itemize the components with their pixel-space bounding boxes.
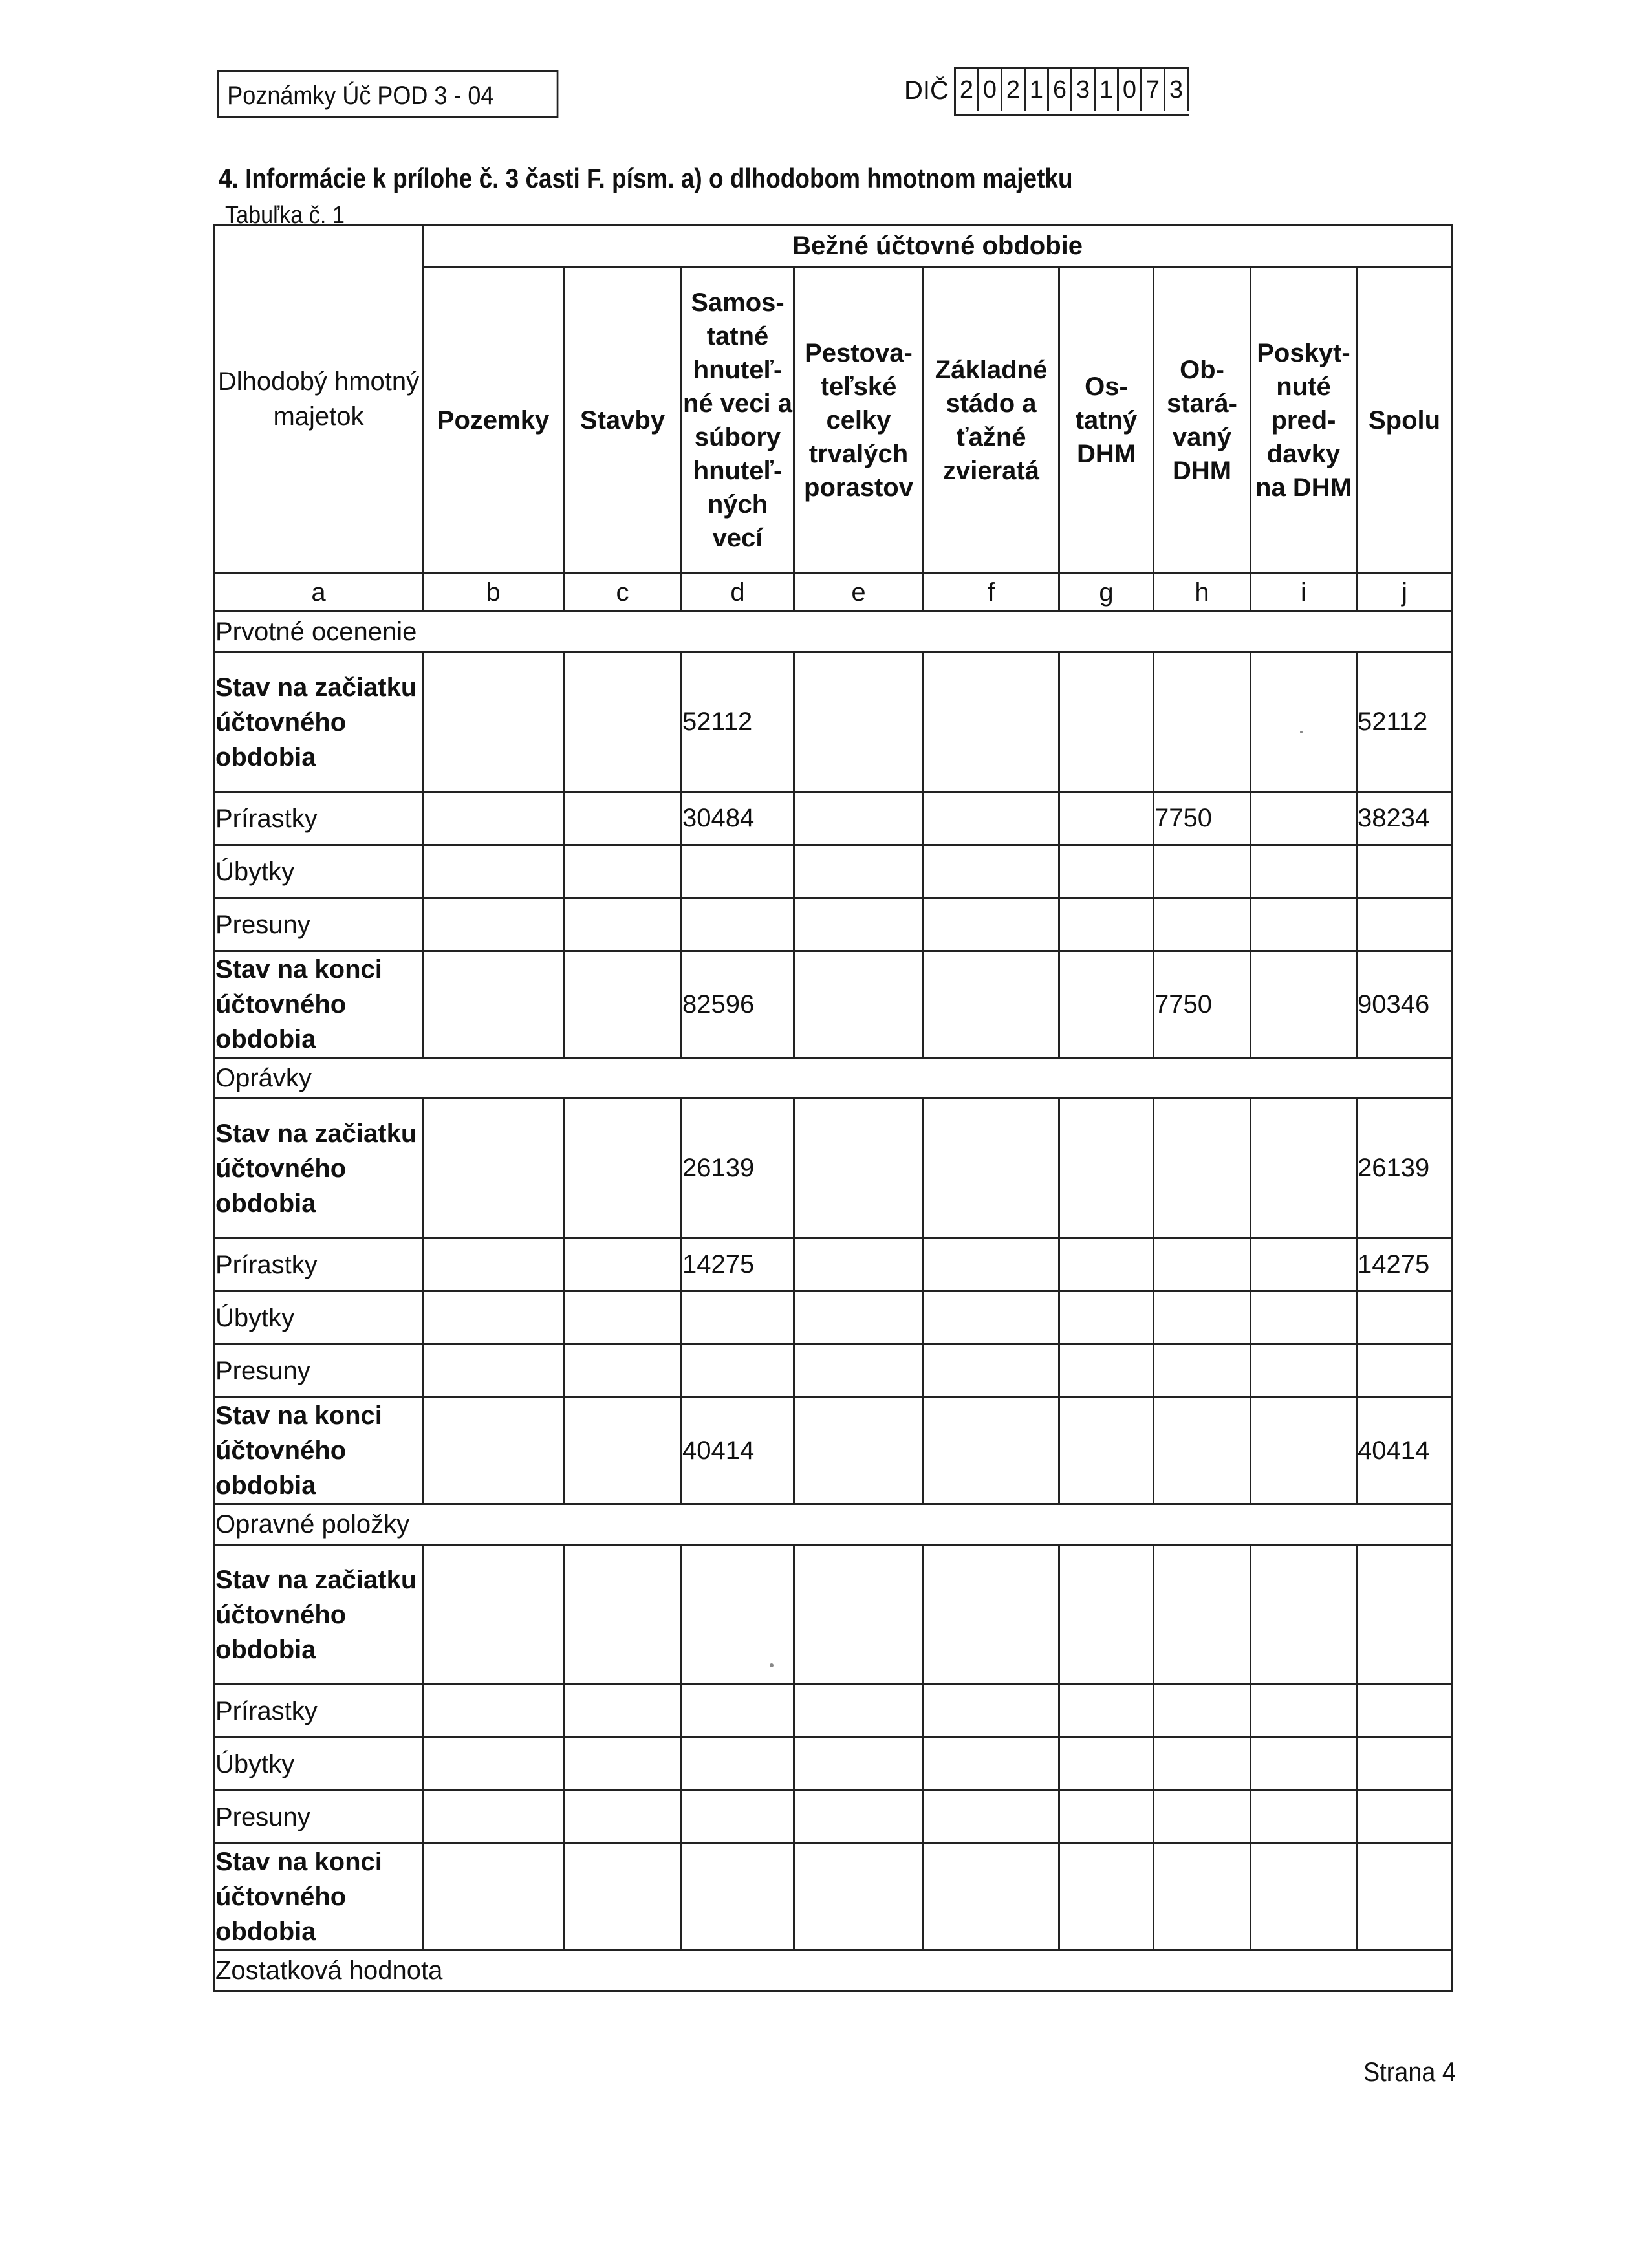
value-cell (1251, 1844, 1357, 1950)
table-row (215, 951, 1453, 1058)
dic-digit: 1 (1026, 69, 1049, 111)
value-cell (924, 1738, 1059, 1791)
row-label: Presuny (215, 898, 423, 951)
value-cell (423, 1099, 564, 1238)
table-row (215, 898, 1453, 951)
value-cell (1251, 1545, 1357, 1685)
value-cell (924, 1685, 1059, 1738)
table-row (215, 845, 1453, 898)
value-cell (1251, 792, 1357, 845)
value-cell (1059, 1398, 1154, 1504)
value-cell (1154, 1238, 1251, 1291)
table-row (215, 1291, 1453, 1345)
value-cell (423, 1844, 564, 1950)
value-cell (423, 1291, 564, 1345)
dic-digit: 2 (1002, 69, 1026, 111)
value-cell (1251, 1345, 1357, 1398)
value-cell (1154, 1685, 1251, 1738)
value-cell (1154, 1345, 1251, 1398)
value-cell: 52112 (1357, 653, 1453, 792)
group-heading-row (215, 1058, 1453, 1099)
dic-digit: 2 (956, 69, 979, 111)
dic-digit: 3 (1165, 69, 1189, 111)
value-cell (794, 1844, 924, 1950)
row-label: Presuny (215, 1791, 423, 1844)
value-cell (682, 1685, 794, 1738)
value-cell (924, 1545, 1059, 1685)
header-row-letters (215, 574, 1453, 612)
value-cell (924, 898, 1059, 951)
value-cell (924, 845, 1059, 898)
value-cell: 7750 (1154, 792, 1251, 845)
value-cell: 14275 (1357, 1238, 1453, 1291)
value-cell (924, 653, 1059, 792)
value-cell (1251, 1791, 1357, 1844)
value-cell (794, 1398, 924, 1504)
column-letter: c (564, 574, 682, 612)
value-cell (1154, 1844, 1251, 1950)
column-letter: j (1357, 574, 1453, 612)
column-header: Samos- tatné hnuteľ- né veci a súbory hnuteľ- ných vecí (682, 267, 794, 574)
value-cell (1059, 1844, 1154, 1950)
form-label: Poznámky Úč POD 3 - 04 (227, 81, 494, 110)
value-cell (423, 1238, 564, 1291)
value-cell (564, 845, 682, 898)
value-cell (924, 1844, 1059, 1950)
header-row-period (215, 225, 1453, 267)
value-cell (423, 1545, 564, 1685)
value-cell (1154, 653, 1251, 792)
dic-digit: 6 (1049, 69, 1072, 111)
group-heading-row (215, 1504, 1453, 1545)
value-cell (1154, 1545, 1251, 1685)
value-cell (794, 1685, 924, 1738)
value-cell (564, 1738, 682, 1791)
value-cell (1251, 1738, 1357, 1791)
value-cell: 30484 (682, 792, 794, 845)
value-cell (564, 1345, 682, 1398)
value-cell (924, 1398, 1059, 1504)
value-cell (924, 951, 1059, 1058)
value-cell (1059, 1791, 1154, 1844)
value-cell (1059, 898, 1154, 951)
value-cell (1251, 951, 1357, 1058)
value-cell: 52112 (682, 653, 794, 792)
row-label: Presuny (215, 1345, 423, 1398)
value-cell (1154, 1738, 1251, 1791)
column-letter: d (682, 574, 794, 612)
dic-digit: 3 (1072, 69, 1096, 111)
row-label: Prírastky (215, 1238, 423, 1291)
value-cell (564, 898, 682, 951)
value-cell (1154, 898, 1251, 951)
value-cell (794, 1545, 924, 1685)
row-label: Stav na začiatku účtovného obdobia (215, 1099, 423, 1238)
value-cell: 14275 (682, 1238, 794, 1291)
value-cell (794, 1291, 924, 1345)
table-row (215, 792, 1453, 845)
value-cell (682, 1291, 794, 1345)
residual-value-row (215, 1950, 1453, 1991)
value-cell (682, 1345, 794, 1398)
value-cell (423, 1685, 564, 1738)
group-heading-row (215, 612, 1453, 653)
value-cell (564, 1844, 682, 1950)
value-cell: 26139 (1357, 1099, 1453, 1238)
value-cell (1251, 898, 1357, 951)
value-cell (1251, 653, 1357, 792)
value-cell (1059, 1238, 1154, 1291)
row-label: Stav na začiatku účtovného obdobia (215, 1545, 423, 1685)
table-row (215, 1791, 1453, 1844)
value-cell (423, 1738, 564, 1791)
value-cell (682, 1738, 794, 1791)
value-cell (794, 792, 924, 845)
value-cell: 38234 (1357, 792, 1453, 845)
value-cell (564, 1099, 682, 1238)
value-cell (564, 1398, 682, 1504)
value-cell (1357, 845, 1453, 898)
value-cell: 40414 (1357, 1398, 1453, 1504)
value-cell (794, 845, 924, 898)
value-cell (423, 898, 564, 951)
value-cell (1251, 1099, 1357, 1238)
value-cell (794, 898, 924, 951)
value-cell (1059, 1545, 1154, 1685)
row-label: Stav na konci účtovného obdobia (215, 951, 423, 1058)
table-row (215, 1545, 1453, 1685)
value-cell: 82596 (682, 951, 794, 1058)
row-label: Úbytky (215, 1291, 423, 1345)
value-cell (794, 1738, 924, 1791)
value-cell (794, 653, 924, 792)
value-cell: 90346 (1357, 951, 1453, 1058)
column-letter: f (924, 574, 1059, 612)
table-row (215, 1238, 1453, 1291)
value-cell (423, 653, 564, 792)
value-cell (423, 792, 564, 845)
table-row (215, 1844, 1453, 1950)
value-cell (564, 1685, 682, 1738)
row-label: Stav na konci účtovného obdobia (215, 1844, 423, 1950)
row-label: Prírastky (215, 792, 423, 845)
value-cell (1059, 845, 1154, 898)
table-row (215, 1099, 1453, 1238)
scan-speck (770, 1663, 774, 1667)
first-col-header: Dlhodobý hmotný majetok (215, 225, 423, 574)
value-cell (1357, 1738, 1453, 1791)
value-cell (1154, 1099, 1251, 1238)
value-cell (1357, 1791, 1453, 1844)
value-cell (423, 1398, 564, 1504)
column-header: Os- tatný DHM (1059, 267, 1154, 574)
value-cell (1251, 845, 1357, 898)
row-label: Úbytky (215, 1738, 423, 1791)
column-header: Pestova- teľské celky trvalých porastov (794, 267, 924, 574)
row-label: Stav na začiatku účtovného obdobia (215, 653, 423, 792)
value-cell (924, 1791, 1059, 1844)
column-header: Ob- stará- vaný DHM (1154, 267, 1251, 574)
value-cell (924, 792, 1059, 845)
value-cell (564, 1791, 682, 1844)
dic-label: DIČ (904, 76, 949, 105)
value-cell (924, 1238, 1059, 1291)
value-cell (564, 1238, 682, 1291)
section-title: 4. Informácie k prílohe č. 3 časti F. písm. a) o dlhodobom hmotnom majetku (219, 163, 1073, 193)
column-letter: a (215, 574, 423, 612)
row-label: Úbytky (215, 845, 423, 898)
table-label: Tabuľka č. 1 (225, 202, 345, 229)
value-cell (1251, 1685, 1357, 1738)
column-letter: g (1059, 574, 1154, 612)
group-heading: Opravné položky (215, 1504, 1453, 1545)
value-cell: 40414 (682, 1398, 794, 1504)
value-cell (1059, 1685, 1154, 1738)
value-cell (423, 1791, 564, 1844)
residual-value-label: Zostatková hodnota (215, 1950, 1453, 1991)
column-header: Spolu (1357, 267, 1453, 574)
value-cell (794, 1345, 924, 1398)
column-letter: b (423, 574, 564, 612)
dic-digit: 0 (979, 69, 1002, 111)
value-cell (1357, 1844, 1453, 1950)
value-cell (1251, 1238, 1357, 1291)
page-number: Strana 4 (1363, 2057, 1456, 2087)
table-row (215, 1345, 1453, 1398)
value-cell (794, 1238, 924, 1291)
form-label-box (217, 70, 558, 118)
value-cell (924, 1099, 1059, 1238)
table-row (215, 653, 1453, 792)
value-cell (924, 1345, 1059, 1398)
value-cell (1357, 1291, 1453, 1345)
value-cell (564, 1545, 682, 1685)
value-cell (1357, 1685, 1453, 1738)
value-cell (1059, 951, 1154, 1058)
value-cell (682, 1844, 794, 1950)
table-row (215, 1398, 1453, 1504)
value-cell (564, 1291, 682, 1345)
column-header: Pozemky (423, 267, 564, 574)
dic-digit: 7 (1142, 69, 1165, 111)
column-header: Stavby (564, 267, 682, 574)
table-row (215, 1685, 1453, 1738)
value-cell (1357, 1345, 1453, 1398)
value-cell (423, 1345, 564, 1398)
value-cell (1154, 1791, 1251, 1844)
value-cell (1154, 1398, 1251, 1504)
value-cell (1154, 845, 1251, 898)
table-row (215, 1738, 1453, 1791)
column-letter: i (1251, 574, 1357, 612)
value-cell (794, 1099, 924, 1238)
value-cell (1154, 1291, 1251, 1345)
value-cell (423, 845, 564, 898)
value-cell (794, 951, 924, 1058)
column-letter: e (794, 574, 924, 612)
scan-speck (1300, 731, 1303, 733)
value-cell (682, 1545, 794, 1685)
value-cell (1251, 1398, 1357, 1504)
value-cell (564, 653, 682, 792)
value-cell (924, 1291, 1059, 1345)
dic-digit: 0 (1119, 69, 1142, 111)
value-cell (1059, 1099, 1154, 1238)
value-cell (564, 951, 682, 1058)
value-cell (682, 1791, 794, 1844)
row-label: Stav na konci účtovného obdobia (215, 1398, 423, 1504)
dic-digit-boxes (954, 67, 1189, 116)
value-cell (1059, 1738, 1154, 1791)
value-cell: 7750 (1154, 951, 1251, 1058)
column-header: Základné stádo a ťažné zvieratá (924, 267, 1059, 574)
column-header: Poskyt- nuté pred- davky na DHM (1251, 267, 1357, 574)
value-cell (1059, 792, 1154, 845)
value-cell (423, 951, 564, 1058)
value-cell (564, 792, 682, 845)
value-cell (1251, 1291, 1357, 1345)
row-label: Prírastky (215, 1685, 423, 1738)
value-cell (1059, 653, 1154, 792)
value-cell (1357, 898, 1453, 951)
period-header: Bežné účtovné obdobie (423, 225, 1453, 267)
value-cell (682, 898, 794, 951)
value-cell: 26139 (682, 1099, 794, 1238)
column-letter: h (1154, 574, 1251, 612)
value-cell (1357, 1545, 1453, 1685)
value-cell (682, 845, 794, 898)
dic-digit: 1 (1096, 69, 1119, 111)
value-cell (1059, 1345, 1154, 1398)
group-heading: Oprávky (215, 1058, 1453, 1099)
value-cell (1059, 1291, 1154, 1345)
group-heading: Prvotné ocenenie (215, 612, 1453, 653)
value-cell (794, 1791, 924, 1844)
fixed-assets-table (213, 224, 1453, 1992)
